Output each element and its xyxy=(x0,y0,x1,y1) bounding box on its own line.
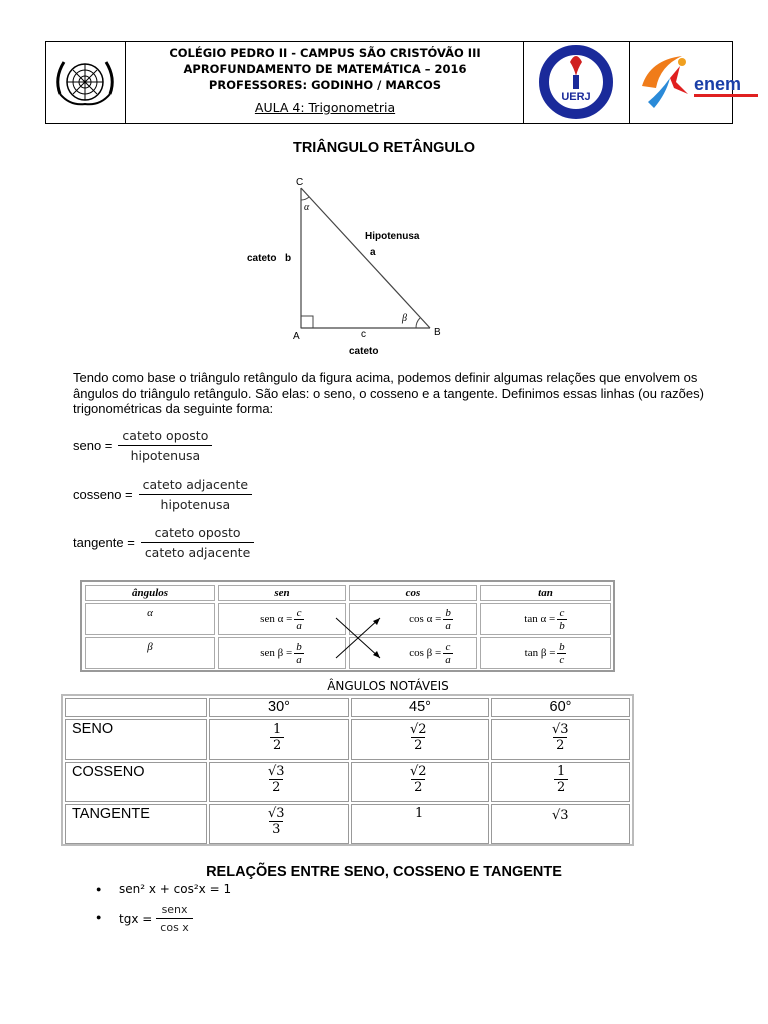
sen-beta-lhs: sen β = xyxy=(260,647,293,659)
seno-45-den: 2 xyxy=(411,737,425,753)
cosseno-60-den: 2 xyxy=(554,779,568,795)
cos-beta-lhs: cos β = xyxy=(409,647,442,659)
cos-alpha-lhs: cos α = xyxy=(409,613,442,625)
cos-beta-num: c xyxy=(445,640,451,653)
school-name: COLÉGIO PEDRO II - CAMPUS SÃO CRISTÓVÃO III xyxy=(169,46,481,60)
beta-arc xyxy=(416,318,420,328)
header-table xyxy=(45,41,742,124)
vertex-a-label: A xyxy=(293,331,300,342)
cosseno-45-num: √2 xyxy=(410,764,427,779)
cosseno-60-num: 1 xyxy=(557,764,566,779)
sen-beta-cell xyxy=(218,637,346,669)
sen-alpha-cell xyxy=(218,603,346,635)
relation-item-1: sen² x + cos²x = 1 xyxy=(119,882,232,896)
cosseno-fraction xyxy=(139,477,252,512)
header-tan: tan xyxy=(480,585,611,601)
vertex-b-label: B xyxy=(434,327,441,338)
seno-45-num: √2 xyxy=(410,722,427,737)
relations-table xyxy=(80,580,615,672)
un-emblem-icon xyxy=(46,42,124,122)
tangente-numerator: cateto oposto xyxy=(154,525,241,540)
sen-alpha-lhs: sen α = xyxy=(260,613,293,625)
right-angle-mark xyxy=(301,316,313,328)
cosseno-60-cell xyxy=(491,762,630,802)
sen-alpha-den: a xyxy=(296,619,302,632)
uerj-logo-icon xyxy=(524,42,628,122)
tangente-60-value: √3 xyxy=(552,808,569,823)
cosseno-numerator: cateto adjacente xyxy=(142,477,249,492)
tangente-30-den: 3 xyxy=(269,821,283,837)
cosseno-label: cosseno = xyxy=(73,487,133,502)
alpha-label: α xyxy=(304,202,310,213)
lesson-title: AULA 4: Trigonometria xyxy=(254,100,396,115)
bullet-icon: ● xyxy=(96,884,102,894)
hipotenusa-label: Hipotenusa xyxy=(365,231,420,242)
seno-60-num: √3 xyxy=(552,722,569,737)
notable-angles-caption: ÂNGULOS NOTÁVEIS xyxy=(327,679,449,693)
tan-alpha-lhs: tan α = xyxy=(524,613,556,625)
sen-beta-num: b xyxy=(296,640,302,653)
cateto-bottom-label: cateto xyxy=(349,346,379,357)
cosseno-formula xyxy=(73,477,252,512)
seno-fraction xyxy=(118,428,212,463)
section-title-relations: RELAÇÕES ENTRE SENO, COSSENO E TANGENTE xyxy=(206,864,562,880)
right-triangle-figure xyxy=(240,170,460,360)
seno-30-cell xyxy=(209,719,349,760)
uerj-text: UERJ xyxy=(561,91,591,103)
sen-alpha-num: c xyxy=(296,606,302,619)
tangente-fraction xyxy=(141,525,254,560)
header-cos: cos xyxy=(349,585,477,601)
cos-beta-den: a xyxy=(445,653,451,666)
relation-item-2 xyxy=(119,903,193,934)
seno-label: seno = xyxy=(73,438,113,453)
tangente-formula xyxy=(73,525,254,560)
side-b-label: b xyxy=(285,253,292,264)
header-angulos: ângulos xyxy=(85,585,215,601)
cosseno-30-den: 2 xyxy=(269,779,283,795)
vertex-c-label: C xyxy=(296,177,304,188)
professors: PROFESSORES: GODINHO / MARCOS xyxy=(208,78,442,92)
cos-alpha-num: b xyxy=(445,606,451,619)
tan-alpha-den: b xyxy=(559,619,565,632)
tangente-45-cell xyxy=(351,804,489,844)
header-sen: sen xyxy=(218,585,346,601)
tangente-denominator: cateto adjacente xyxy=(141,542,254,560)
tan-alpha-num: c xyxy=(559,606,565,619)
tan-beta-cell xyxy=(480,637,611,669)
side-a-label: a xyxy=(370,247,376,258)
section-title-triangle: TRIÂNGULO RETÂNGULO xyxy=(292,140,476,156)
tan-alpha-cell xyxy=(480,603,611,635)
tangente-45-value: 1 xyxy=(415,806,424,821)
tgx-denominator: cos x xyxy=(156,918,193,934)
bullet-icon: ● xyxy=(96,912,102,922)
enem-logo-cell xyxy=(630,42,742,123)
cosseno-45-cell xyxy=(351,762,489,802)
tgx-label: tgx = xyxy=(119,911,153,926)
header-text-cell xyxy=(126,42,524,123)
header-60: 60° xyxy=(491,698,630,717)
seno-numerator: cateto oposto xyxy=(122,428,209,443)
row-seno-label: SENO xyxy=(65,719,207,760)
corner-cell xyxy=(65,698,207,717)
header-30: 30° xyxy=(209,698,349,717)
seno-45-cell xyxy=(351,719,489,760)
cosseno-denominator: hipotenusa xyxy=(139,494,252,512)
seno-30-den: 2 xyxy=(270,737,284,753)
tangente-30-num: √3 xyxy=(268,806,285,821)
un-emblem-cell xyxy=(46,42,126,123)
cosseno-30-num: √3 xyxy=(268,764,285,779)
cos-alpha-den: a xyxy=(445,619,451,632)
uerj-logo-cell xyxy=(524,42,630,123)
seno-formula xyxy=(73,428,212,463)
row-tangente-label: TANGENTE xyxy=(65,804,207,844)
enem-logo-icon xyxy=(630,42,768,122)
seno-60-cell xyxy=(491,719,630,760)
tgx-fraction xyxy=(156,903,193,934)
cosseno-45-den: 2 xyxy=(411,779,425,795)
tgx-numerator: senx xyxy=(161,903,188,916)
tan-beta-den: c xyxy=(559,653,565,666)
enem-text: enem xyxy=(694,74,742,94)
seno-denominator: hipotenusa xyxy=(118,445,212,463)
cateto-left-label: cateto xyxy=(247,253,277,264)
row-beta-label: β xyxy=(85,637,215,669)
tangente-30-cell xyxy=(209,804,349,844)
cosseno-30-cell xyxy=(209,762,349,802)
header-45: 45° xyxy=(351,698,489,717)
course-name: APROFUNDAMENTO DE MATEMÁTICA – 2016 xyxy=(183,62,467,76)
seno-30-num: 1 xyxy=(273,722,282,737)
tan-beta-num: b xyxy=(559,640,565,653)
beta-label: β xyxy=(402,313,407,324)
side-c-label: c xyxy=(361,329,366,340)
alpha-arc xyxy=(301,197,309,200)
notable-angles-table xyxy=(61,694,634,846)
tangente-label: tangente = xyxy=(73,535,135,550)
tangente-60-cell xyxy=(491,804,630,844)
intro-paragraph: Tendo como base o triângulo retângulo da figura acima, podemos definir algumas relações que envolvem os ângulos do triângulo retângulo. São elas: o seno, o cosseno e a tangente. Definimos essas linhas (ou razões) trigonométricas da seguinte forma: xyxy=(73,370,704,416)
hipotenusa-line xyxy=(301,188,430,328)
sen-beta-den: a xyxy=(296,653,302,666)
seno-60-den: 2 xyxy=(553,737,567,753)
cross-arrows-icon xyxy=(330,606,390,666)
row-cosseno-label: COSSENO xyxy=(65,762,207,802)
tan-beta-lhs: tan β = xyxy=(524,647,556,659)
row-alpha-label: α xyxy=(85,603,215,635)
